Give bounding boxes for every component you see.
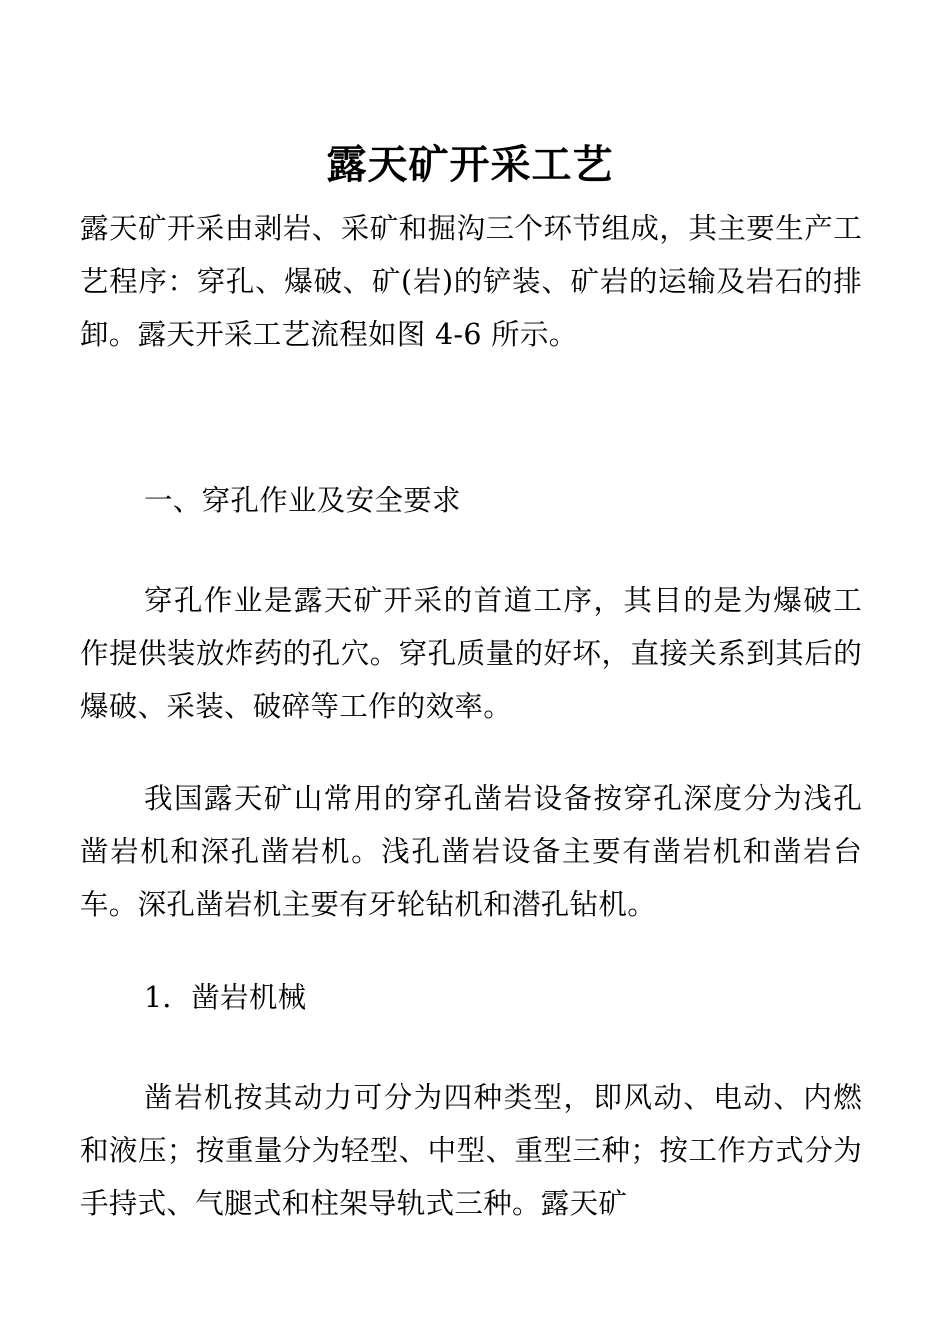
section-heading-drilling: 一、穿孔作业及安全要求 [144, 484, 461, 517]
subsection-heading-rock-drill: 1．凿岩机械 [144, 981, 307, 1014]
intro-paragraph: 露天矿开采由剥岩、采矿和掘沟三个环节组成，其主要生产工艺程序：穿孔、爆破、矿(岩)的铲装、矿岩的运输及岩石的排卸。露天开采工艺流程如图 4-6 所示。 [80, 212, 862, 351]
equipment-paragraph: 我国露天矿山常用的穿孔凿岩设备按穿孔深度分为浅孔凿岩机和深孔凿岩机。浅孔凿岩设备主要有凿岩机和凿岩台车。深孔凿岩机主要有牙轮钻机和潜孔钻机。 [80, 782, 862, 921]
drilling-paragraph: 穿孔作业是露天矿开采的首道工序，其目的是为爆破工作提供装放炸药的孔穴。穿孔质量的好坏，直接关系到其后的爆破、采装、破碎等工作的效率。 [80, 584, 862, 723]
rock-drill-paragraph: 凿岩机按其动力可分为四种类型，即风动、电动、内燃和液压；按重量分为轻型、中型、重型三种；按工作方式分为手持式、气腿式和柱架导轨式三种。露天矿 [80, 1081, 862, 1220]
document-title: 露天矿开采工艺 [326, 141, 614, 188]
